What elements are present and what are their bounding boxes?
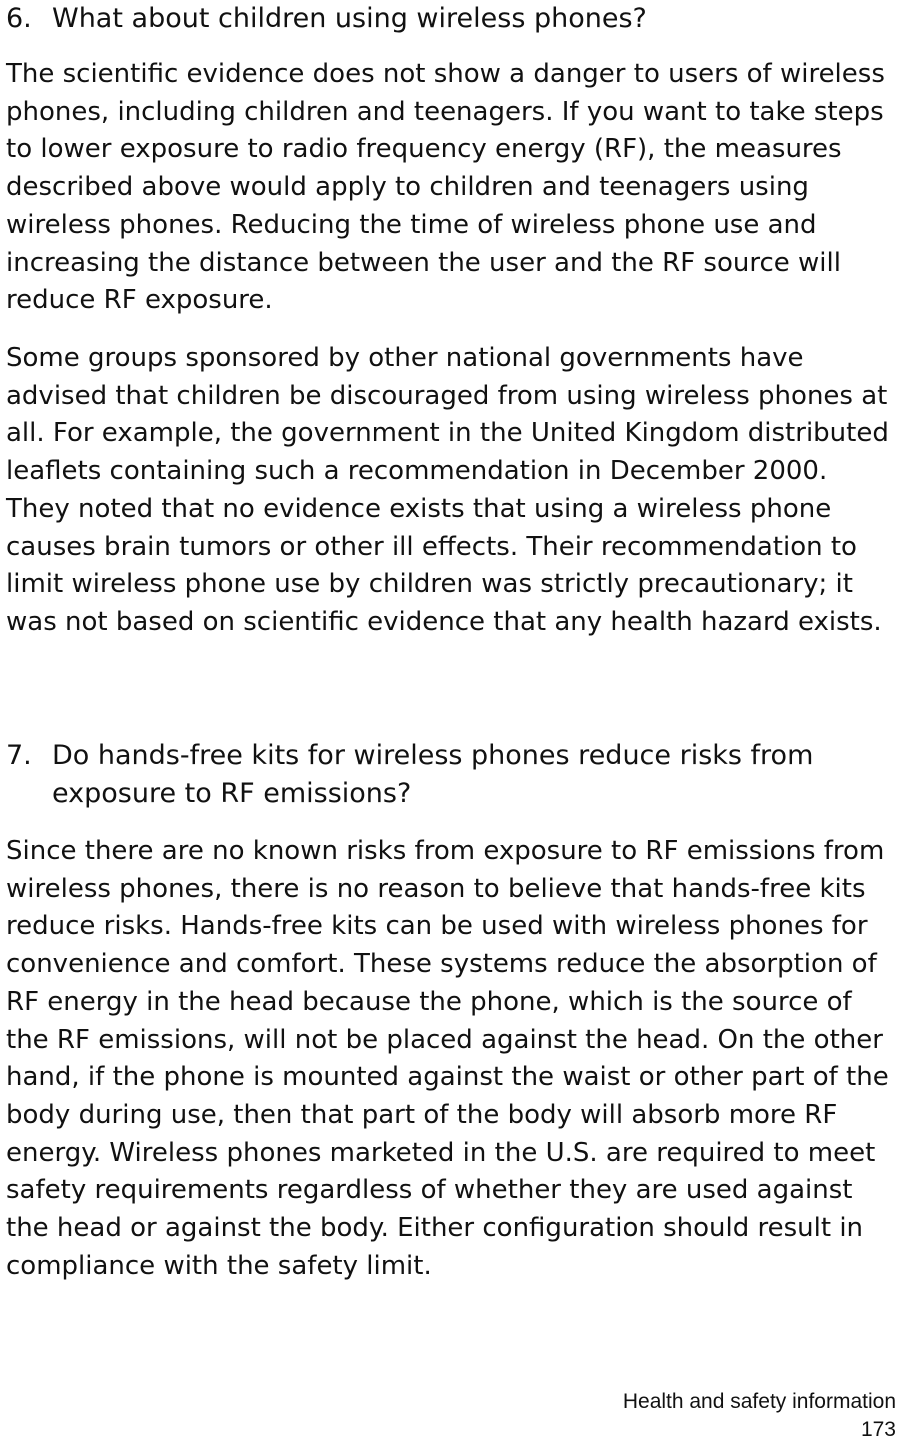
answer-paragraph: Some groups sponsored by other national governments have advised that children be discouraged from using wireless phones at all. For example, the government in the United Kingdom distributed leaflets containing such a recommendation in December 2000. They noted that no evidence exists that using a wireless phone causes brain tumors or other ill effects. Their recommendation to limit wireless phone use by children was strictly precautionary; it was not based on scientific evidence that any health hazard exists. xyxy=(6,343,889,637)
footer-section-title: Health and safety information xyxy=(622,1390,896,1413)
question-heading xyxy=(6,737,890,812)
question-text: Do hands-free kits for wireless phones reduce risks from exposure to RF emissions? xyxy=(52,740,814,809)
question-heading xyxy=(6,0,890,38)
question-number: 7. xyxy=(6,740,32,771)
answer-paragraph: The scientific evidence does not show a danger to users of wireless phones, including children and teenagers. If you want to take steps to lower exposure to radio frequency energy (RF), the measures described above would apply to children and teenagers using wireless phones. Reducing the time of wireless phone use and increasing the distance between the user and the RF source will reduce RF exposure. xyxy=(6,59,885,316)
answer-paragraph: Since there are no known risks from exposure to RF emissions from wireless phones, there is no reason to believe that hands-free kits reduce risks. Hands-free kits can be used with wireless phones for convenience and comfort. These systems reduce the absorption of RF energy in the head because the phone, which is the source of the RF emissions, will not be placed against the head. On the other hand, if the phone is mounted against the waist or other part of the body during use, then that part of the body will absorb more RF energy. Wireless phones marketed in the U.S. are required to meet safety requirements regardless of whether they are used against the head or against the body. Either configuration should result in compliance with the safety limit. xyxy=(6,836,889,1281)
question-number: 6. xyxy=(6,3,32,34)
question-text: What about children using wireless phones? xyxy=(52,3,647,34)
page-number: 173 xyxy=(860,1418,896,1441)
